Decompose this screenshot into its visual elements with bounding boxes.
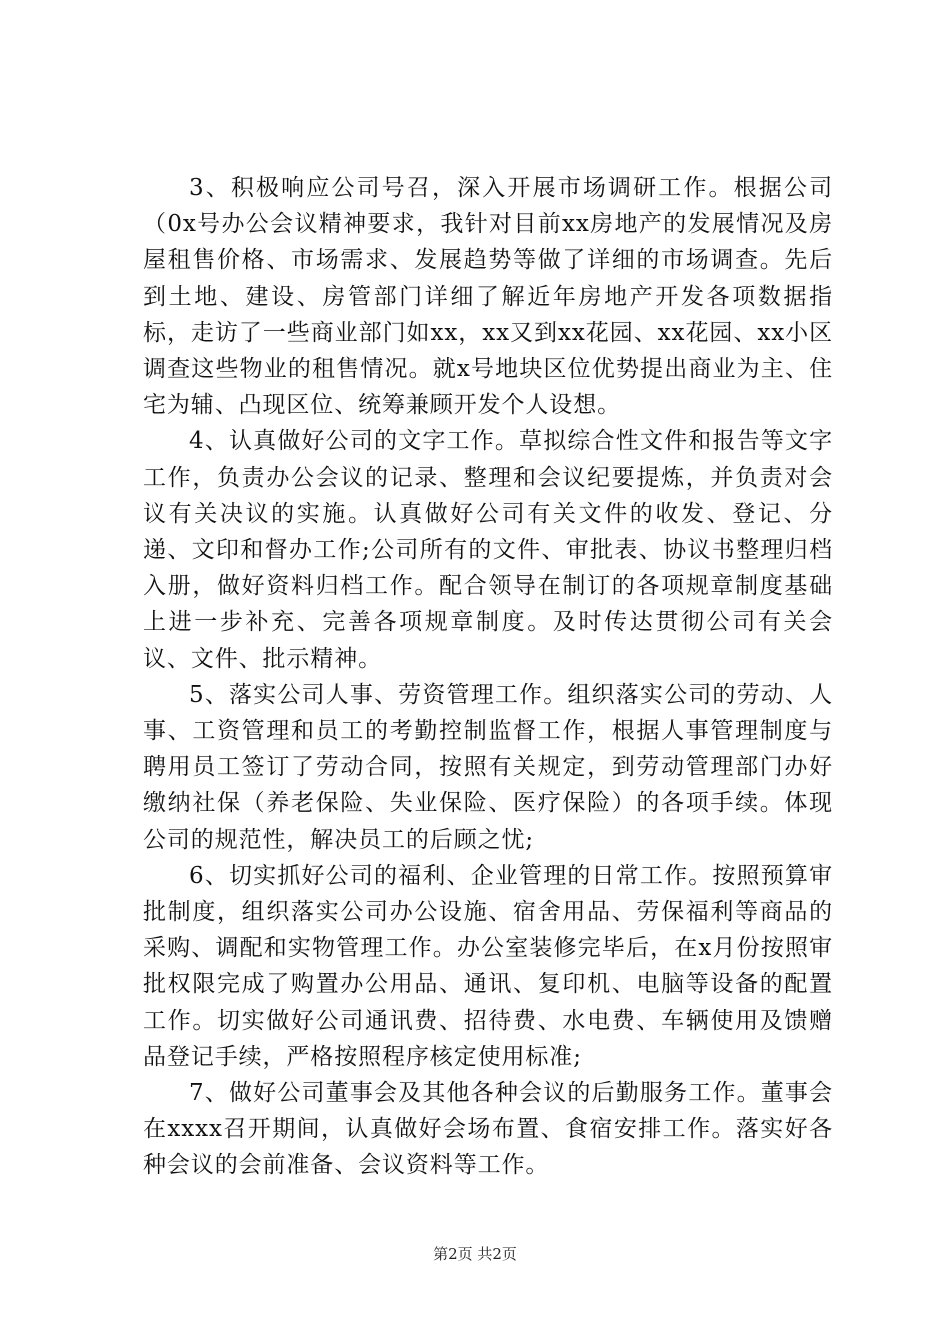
page-number-footer: 第2页 共2页	[433, 1245, 517, 1263]
paragraph-item-3: 3、积极响应公司号召，深入开展市场调研工作。根据公司（0x号办公会议精神要求，我针对目前xx房地产的发展情况及房屋租售价格、市场需求、发展趋势等做了详细的市场调查。先后到土地、建设、房管部门详细了解近年房地产开发各项数据指标，走访了一些商业部门如xx，xx又到xx花园、xx花园、xx小区调查这些物业的租售情况。就x号地块区位优势提出商业为主、住宅为辅、凸现区位、统筹兼顾开发个人设想。	[143, 175, 833, 419]
paragraph-item-6: 6、切实抓好公司的福利、企业管理的日常工作。按照预算审批制度，组织落实公司办公设施、宿舍用品、劳保福利等商品的采购、调配和实物管理工作。办公室装修完毕后，在x月份按照审批权限完成了购置办公用品、通讯、复印机、电脑等设备的配置工作。切实做好公司通讯费、招待费、水电费、车辆使用及馈赠品登记手续，严格按照程序核定使用标准;	[143, 862, 833, 1070]
paragraph-item-7: 7、做好公司董事会及其他各种会议的后勤服务工作。董事会在xxxx召开期间，认真做好会场布置、食宿安排工作。落实好各种会议的会前准备、会议资料等工作。	[143, 1080, 833, 1179]
paragraph-item-4: 4、认真做好公司的文字工作。草拟综合性文件和报告等文字工作，负责办公会议的记录、整理和会议纪要提炼，并负责对会议有关决议的实施。认真做好公司有关文件的收发、登记、分递、文印和督办工作;公司所有的文件、审批表、协议书整理归档入册，做好资料归档工作。配合领导在制订的各项规章制度基础上进一步补充、完善各项规章制度。及时传达贯彻公司有关会议、文件、批示精神。	[143, 428, 833, 672]
paragraph-item-5: 5、落实公司人事、劳资管理工作。组织落实公司的劳动、人事、工资管理和员工的考勤控制监督工作，根据人事管理制度与聘用员工签订了劳动合同，按照有关规定，到劳动管理部门办好缴纳社保（养老保险、失业保险、医疗保险）的各项手续。体现公司的规范性，解决员工的后顾之忧;	[143, 681, 833, 853]
document-body	[143, 170, 833, 1184]
